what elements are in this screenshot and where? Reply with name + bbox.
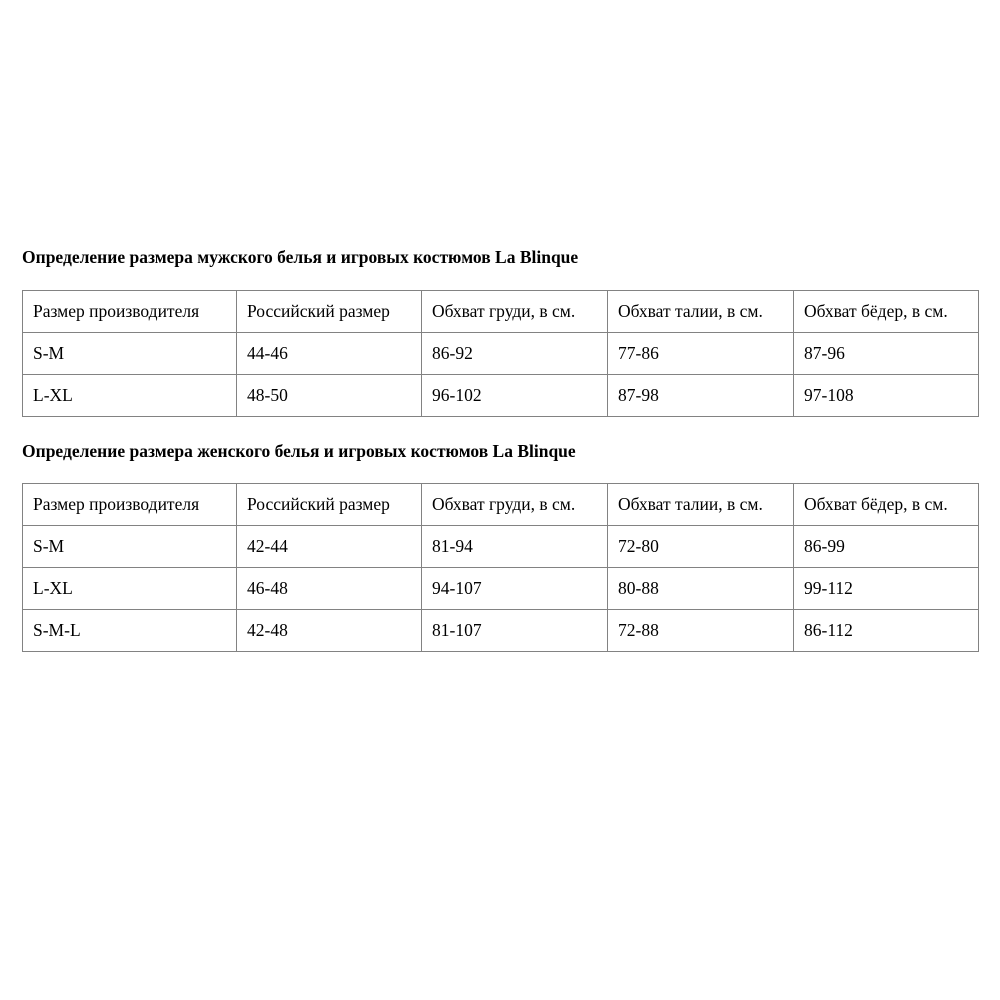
womens-size-section (22, 440, 978, 652)
table-cell: S-M (23, 333, 237, 375)
column-header-waist: Обхват талии, в см. (608, 484, 794, 526)
womens-section-heading: Определение размера женского белья и игровых костюмов La Blinque (22, 441, 576, 461)
column-header-chest: Обхват груди, в см. (422, 484, 608, 526)
table-cell: 46-48 (237, 568, 422, 610)
table-cell: 99-112 (794, 568, 979, 610)
mens-size-section (22, 246, 978, 417)
column-header-manufacturer-size: Размер производителя (23, 291, 237, 333)
table-header-row (23, 484, 979, 526)
column-header-hips: Обхват бёдер, в см. (794, 291, 979, 333)
table-cell: 42-44 (237, 526, 422, 568)
table-header-row (23, 291, 979, 333)
table-row (23, 568, 979, 610)
column-header-waist: Обхват талии, в см. (608, 291, 794, 333)
table-cell: 72-88 (608, 610, 794, 652)
mens-size-table (22, 290, 979, 417)
table-cell: 96-102 (422, 375, 608, 417)
table-cell: 97-108 (794, 375, 979, 417)
table-cell: L-XL (23, 568, 237, 610)
table-row (23, 375, 979, 417)
table-cell: 86-99 (794, 526, 979, 568)
table-cell: 86-112 (794, 610, 979, 652)
table-cell: S-M (23, 526, 237, 568)
column-header-manufacturer-size: Размер производителя (23, 484, 237, 526)
table-cell: 72-80 (608, 526, 794, 568)
table-cell: 81-94 (422, 526, 608, 568)
mens-section-heading: Определение размера мужского белья и игровых костюмов La Blinque (22, 247, 579, 267)
table-row (23, 526, 979, 568)
table-cell: 42-48 (237, 610, 422, 652)
womens-size-table (22, 483, 979, 652)
table-cell: 48-50 (237, 375, 422, 417)
table-cell: 87-96 (794, 333, 979, 375)
table-cell: L-XL (23, 375, 237, 417)
table-cell: S-M-L (23, 610, 237, 652)
table-cell: 94-107 (422, 568, 608, 610)
table-row (23, 333, 979, 375)
table-cell: 81-107 (422, 610, 608, 652)
table-cell: 77-86 (608, 333, 794, 375)
column-header-russian-size: Российский размер (237, 484, 422, 526)
table-cell: 80-88 (608, 568, 794, 610)
table-cell: 87-98 (608, 375, 794, 417)
table-cell: 86-92 (422, 333, 608, 375)
column-header-chest: Обхват груди, в см. (422, 291, 608, 333)
column-header-russian-size: Российский размер (237, 291, 422, 333)
table-row (23, 610, 979, 652)
column-header-hips: Обхват бёдер, в см. (794, 484, 979, 526)
table-cell: 44-46 (237, 333, 422, 375)
